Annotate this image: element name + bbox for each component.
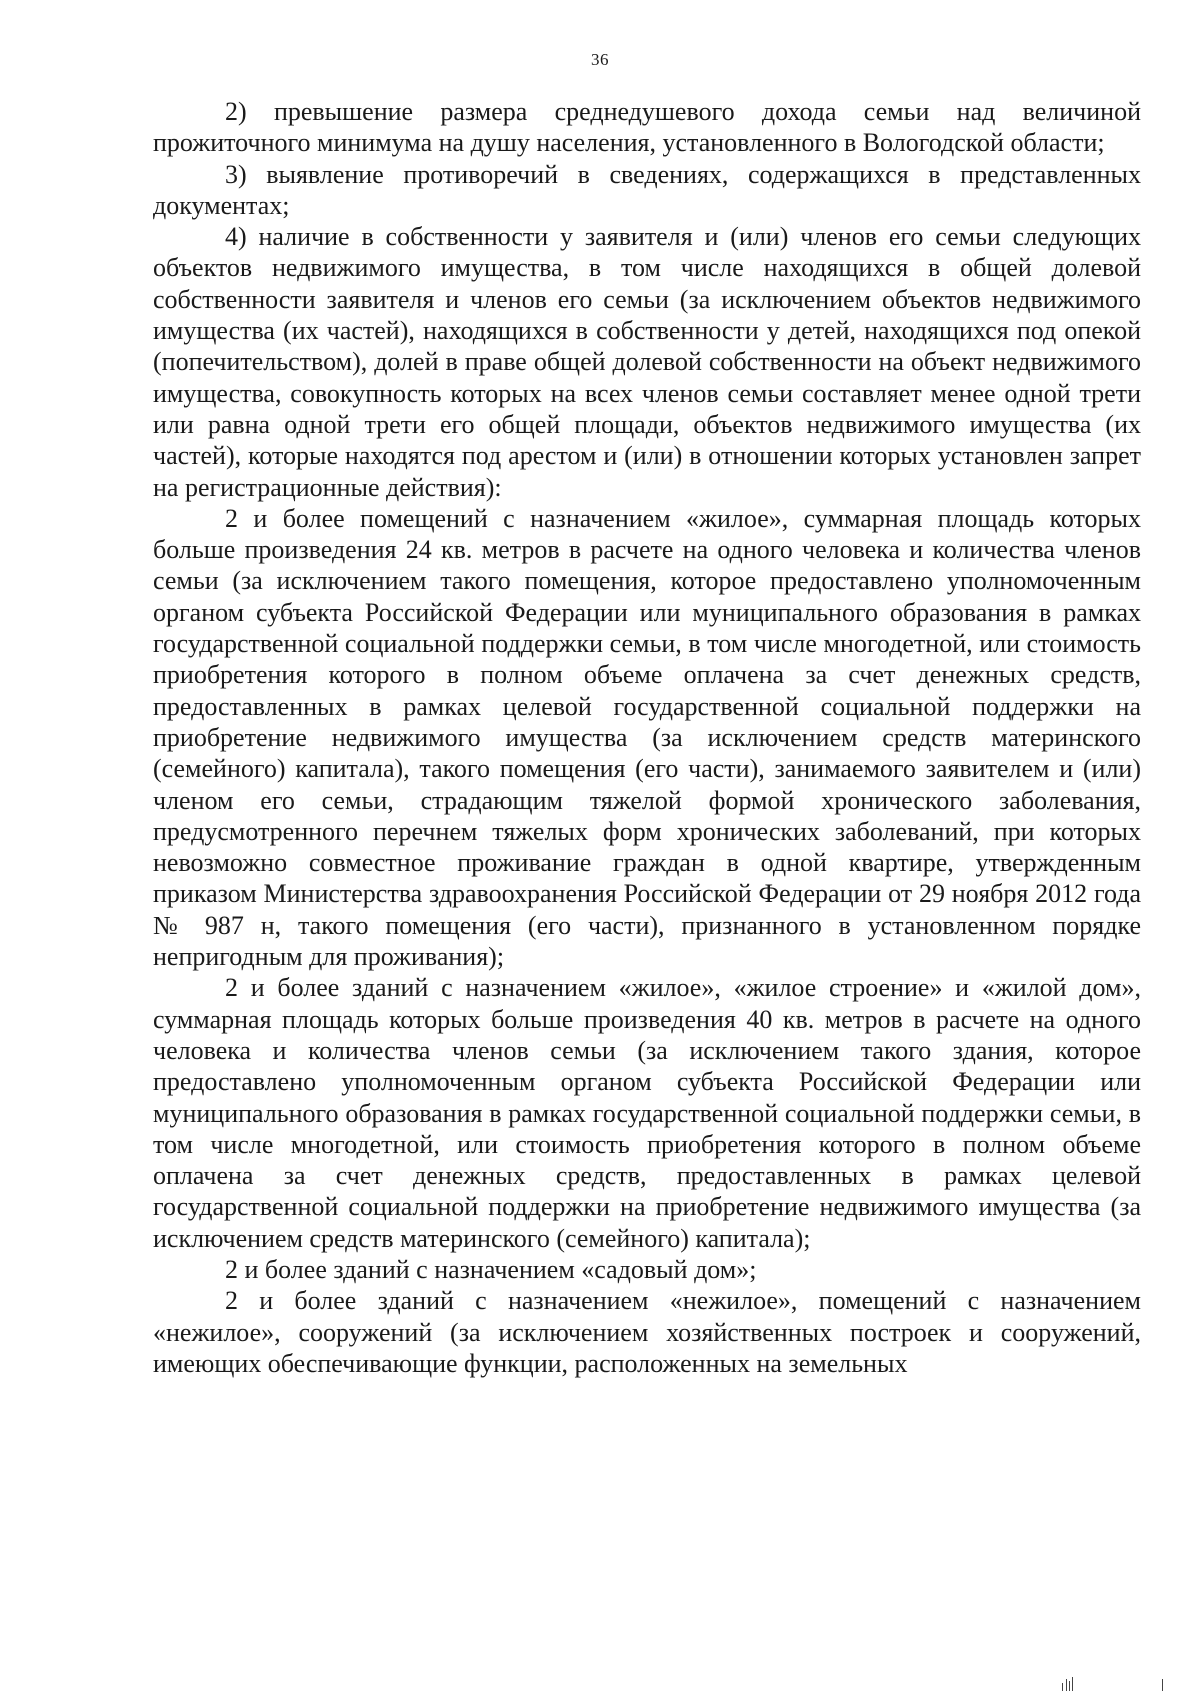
paragraph-residential-buildings: 2 и более зданий с назначением «жилое», «жилое строение» и «жилой дом», суммарная площадь которых больше произведения 40 кв. метров в расчете на одного человека и количества членов семьи (за исключением такого здания, которое предоставлено уполномоченным органом субъекта Российской Федерации или муниципального образования в рамках государственной социальной поддержки семьи, в том числе многодетной, или стоимость приобретения которого в полном объеме оплачена за счет денежных средств, предоставленных в рамках целевой государственной социальной поддержки на приобретение недвижимого имущества (за исключением средств материнского (семейного) капитала); bbox=[153, 973, 1141, 1253]
paragraph-residential-premises: 2 и более помещений с назначением «жилое», суммарная площадь которых больше произведения 24 кв. метров в расчете на одного человека и количества членов семьи (за исключением такого помещения, которое предоставлено уполномоченным органом субъекта Российской Федерации или муниципального образования в рамках государственной социальной поддержки семьи, в том числе многодетной, или стоимость приобретения которого в полном объеме оплачена за счет денежных средств, предоставленных в рамках целевой государственной социальной поддержки на приобретение недвижимого имущества (за исключением средств материнского (семейного) капитала), такого помещения (его части), занимаемого заявителем и (или) членом его семьи, страдающим тяжелой формой хронического заболевания, предусмотренного перечнем тяжелых форм хронических заболеваний, при которых невозможно совместное проживание граждан в одной квартире, утвержденным приказом Министерства здравоохранения Российской Федерации от 29 ноября 2012 года № 987 н, такого помещения (его части), признанного в установленном порядке непригодным для проживания); bbox=[153, 503, 1141, 972]
paragraph-item-3: 3) выявление противоречий в сведениях, содержащихся в представленных документах; bbox=[153, 159, 1141, 220]
scan-artifact-marks bbox=[1042, 1671, 1182, 1691]
paragraph-garden-houses: 2 и более зданий с назначением «садовый дом»; bbox=[225, 1254, 757, 1284]
document-body bbox=[153, 96, 1141, 1379]
page-number: 36 bbox=[591, 50, 609, 69]
paragraph-item-4: 4) наличие в собственности у заявителя и (или) членов его семьи следующих объектов недвижимого имущества, в том числе находящихся в общей долевой собственности заявителя и членов его семьи (за исключением объектов недвижимого имущества (их частей), находящихся в собственности у детей, находящихся под опекой (попечительством), долей в праве общей долевой собственности на объект недвижимого имущества, совокупность которых на всех членов семьи составляет менее одной трети или равна одной трети его общей площади, объектов недвижимого имущества (их частей), которые находятся под арестом и (или) в отношении которых установлен запрет на регистрационные действия): bbox=[153, 222, 1141, 502]
paragraph-non-residential: 2 и более зданий с назначением «нежилое», помещений с назначением «нежилое», сооружений (за исключением хозяйственных построек и сооружений, имеющих обеспечивающие функции, расположенных на земельных bbox=[153, 1286, 1141, 1378]
paragraph-item-2: 2) превышение размера среднедушевого дохода семьи над величиной прожиточного минимума на душу населения, установленного в Вологодской области; bbox=[153, 97, 1141, 158]
